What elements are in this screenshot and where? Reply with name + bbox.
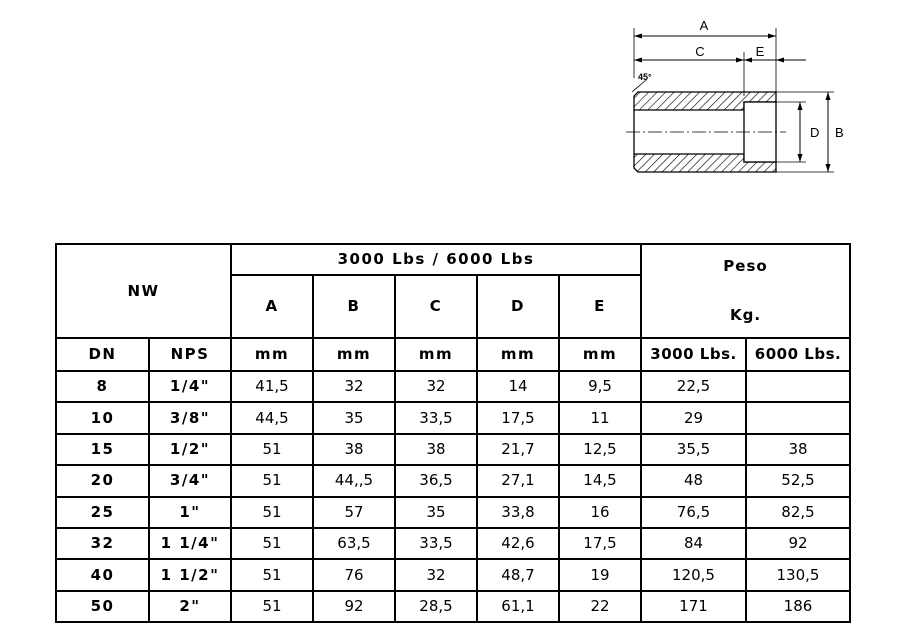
cell-dim-b: 63,5	[313, 528, 395, 559]
cell-dim-d: 61,1	[477, 591, 559, 622]
cell-dim-c: 32	[395, 371, 477, 402]
cell-weight-3000: 48	[641, 465, 746, 496]
cell-dim-b: 92	[313, 591, 395, 622]
cell-dim-c: 32	[395, 559, 477, 590]
cell-weight-3000: 35,5	[641, 434, 746, 465]
cell-weight-3000: 29	[641, 402, 746, 433]
cell-weight-3000: 22,5	[641, 371, 746, 402]
cell-dim-d: 21,7	[477, 434, 559, 465]
cell-nps: 3/4"	[149, 465, 231, 496]
label-e: E	[755, 44, 765, 59]
cell-dn: 20	[56, 465, 149, 496]
header-dim-e: E	[559, 275, 641, 338]
cell-dim-c: 28,5	[395, 591, 477, 622]
cell-dim-e: 16	[559, 497, 641, 528]
fitting-body	[626, 92, 786, 172]
cell-weight-3000: 84	[641, 528, 746, 559]
table-row	[56, 528, 850, 559]
cell-weight-6000: 38	[746, 434, 850, 465]
cell-nps: 1"	[149, 497, 231, 528]
cell-dim-a: 51	[231, 434, 313, 465]
cell-dim-a: 51	[231, 559, 313, 590]
cell-dim-b: 38	[313, 434, 395, 465]
cell-dim-e: 17,5	[559, 528, 641, 559]
cell-dim-a: 51	[231, 591, 313, 622]
cell-dn: 32	[56, 528, 149, 559]
cell-dim-c: 36,5	[395, 465, 477, 496]
cell-dim-c: 33,5	[395, 528, 477, 559]
cell-nps: 2"	[149, 591, 231, 622]
cell-dim-e: 9,5	[559, 371, 641, 402]
table-row	[56, 591, 850, 622]
dimension-table	[55, 243, 851, 623]
cell-dim-b: 44,,5	[313, 465, 395, 496]
dimension-c-e	[634, 44, 806, 96]
cell-weight-6000: 186	[746, 591, 850, 622]
table-row	[56, 434, 850, 465]
cell-weight-6000: 52,5	[746, 465, 850, 496]
header-dim-a: A	[231, 275, 313, 338]
cell-dim-d: 14	[477, 371, 559, 402]
cell-nps: 3/8"	[149, 402, 231, 433]
cell-dim-c: 33,5	[395, 402, 477, 433]
table-row	[56, 559, 850, 590]
unit-e: mm	[559, 338, 641, 371]
unit-b: mm	[313, 338, 395, 371]
header-kg: Kg.	[729, 306, 762, 324]
header-pressure-class: 3000 Lbs / 6000 Lbs	[231, 244, 641, 275]
cell-nps: 1 1/2"	[149, 559, 231, 590]
label-c: C	[695, 44, 705, 59]
cell-nps: 1/4"	[149, 371, 231, 402]
header-nps: NPS	[149, 338, 231, 371]
header-weight-6000: 6000 Lbs.	[746, 338, 850, 371]
header-weight	[641, 244, 850, 338]
cell-weight-3000: 120,5	[641, 559, 746, 590]
cell-dim-e: 11	[559, 402, 641, 433]
cell-dim-e: 14,5	[559, 465, 641, 496]
label-d: D	[810, 125, 820, 140]
unit-c: mm	[395, 338, 477, 371]
cell-dim-d: 33,8	[477, 497, 559, 528]
cell-dim-a: 51	[231, 497, 313, 528]
cell-dn: 8	[56, 371, 149, 402]
unit-d: mm	[477, 338, 559, 371]
cell-dim-e: 22	[559, 591, 641, 622]
label-angle: 45°	[638, 72, 652, 82]
cell-dim-c: 38	[395, 434, 477, 465]
cell-weight-6000: 92	[746, 528, 850, 559]
cell-dn: 25	[56, 497, 149, 528]
cell-dn: 50	[56, 591, 149, 622]
cell-dn: 15	[56, 434, 149, 465]
label-b: B	[835, 125, 844, 140]
unit-a: mm	[231, 338, 313, 371]
cell-weight-6000	[746, 402, 850, 433]
cell-dim-d: 42,6	[477, 528, 559, 559]
cell-dim-e: 12,5	[559, 434, 641, 465]
angle-mark	[632, 72, 652, 92]
cell-dim-d: 17,5	[477, 402, 559, 433]
header-dn: DN	[56, 338, 149, 371]
cell-dim-a: 44,5	[231, 402, 313, 433]
header-dim-c: C	[395, 275, 477, 338]
table-row	[56, 371, 850, 402]
cell-dim-e: 19	[559, 559, 641, 590]
table-body	[56, 371, 850, 622]
table-row	[56, 497, 850, 528]
cell-weight-6000: 82,5	[746, 497, 850, 528]
cell-weight-3000: 76,5	[641, 497, 746, 528]
cell-dim-b: 57	[313, 497, 395, 528]
fitting-diagram	[620, 10, 860, 190]
cell-weight-6000	[746, 371, 850, 402]
cell-nps: 1/2"	[149, 434, 231, 465]
cell-weight-6000: 130,5	[746, 559, 850, 590]
table-row	[56, 402, 850, 433]
header-nw: NW	[56, 244, 231, 338]
cell-dim-a: 41,5	[231, 371, 313, 402]
cell-nps: 1 1/4"	[149, 528, 231, 559]
header-weight-3000: 3000 Lbs.	[641, 338, 746, 371]
cell-dim-a: 51	[231, 465, 313, 496]
header-dim-d: D	[477, 275, 559, 338]
cell-dim-c: 35	[395, 497, 477, 528]
cell-dim-a: 51	[231, 528, 313, 559]
cell-dim-b: 76	[313, 559, 395, 590]
cell-dim-d: 27,1	[477, 465, 559, 496]
cell-dim-b: 35	[313, 402, 395, 433]
header-dim-b: B	[313, 275, 395, 338]
cell-dim-b: 32	[313, 371, 395, 402]
cell-dn: 10	[56, 402, 149, 433]
table-row	[56, 465, 850, 496]
header-peso: Peso	[723, 257, 768, 275]
cell-weight-3000: 171	[641, 591, 746, 622]
label-a: A	[699, 18, 709, 33]
cell-dim-d: 48,7	[477, 559, 559, 590]
cell-dn: 40	[56, 559, 149, 590]
